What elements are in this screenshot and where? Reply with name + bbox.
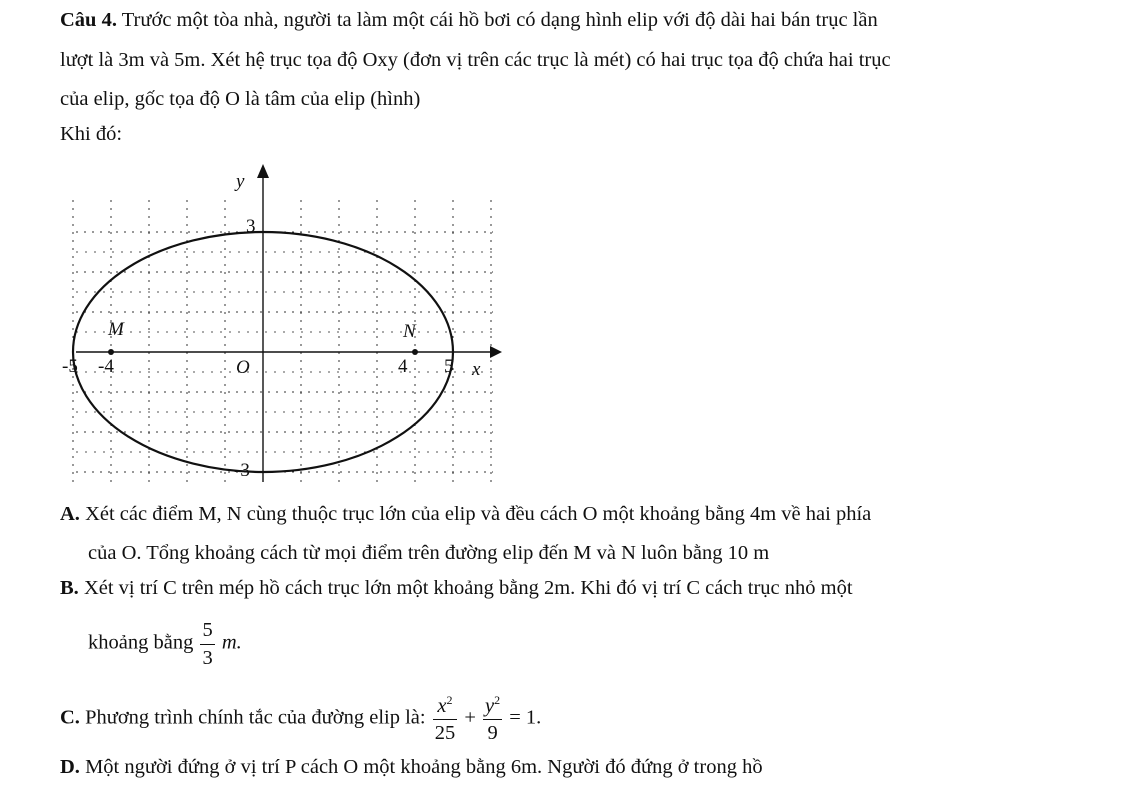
question-line-1: [60, 6, 878, 34]
question-label: Câu 4.: [60, 9, 117, 31]
option-a-label: A.: [60, 503, 80, 525]
option-c-var-x: x: [437, 694, 447, 717]
option-c-power-x: 2: [446, 693, 453, 707]
ellipse-figure: [58, 160, 508, 495]
option-c-plus: +: [464, 706, 476, 729]
option-b-line-2: [88, 620, 242, 668]
option-b-text-2: khoảng bằng: [88, 631, 194, 654]
option-b-line-1: [60, 574, 853, 602]
option-c-text: Phương trình chính tắc của đường elip là:: [85, 706, 426, 729]
option-b-text-1: Xét vị trí C trên mép hồ cách trục lớn một khoảng bằng 2m. Khi đó vị trí C cách trục nhỏ một: [83, 577, 853, 599]
question-text-1: Trước một tòa nhà, người ta làm một cái hồ bơi có dạng hình elip với độ dài hai bán trục lần: [121, 9, 878, 31]
point-n-label: N: [403, 321, 416, 342]
option-c-equals: = 1.: [509, 706, 542, 729]
option-d-text: Một người đứng ở vị trí P cách O một khoảng bằng 6m. Người đó đứng ở trong hồ: [85, 756, 763, 778]
option-a-line-2: của O. Tổng khoảng cách từ mọi điểm trên đường elip đến M và N luôn bằng 10 m: [88, 542, 770, 564]
option-b-unit: m.: [221, 631, 242, 654]
point-m-label: M: [108, 319, 124, 340]
option-b-frac-den: 3: [202, 646, 213, 669]
option-c-fraction-y: [483, 694, 502, 744]
tick-x-4: 4: [398, 356, 408, 377]
option-c-frac2-den: 9: [487, 722, 498, 745]
y-axis-arrow-icon: [257, 164, 269, 178]
option-d-line: [60, 753, 763, 781]
option-c-frac1-num: [433, 694, 458, 720]
point-m-dot: [108, 349, 114, 355]
y-axis-label: y: [236, 171, 245, 192]
x-axis-arrow-icon: [490, 346, 502, 358]
option-c-label: C.: [60, 706, 80, 729]
origin-label: O: [236, 357, 250, 378]
option-b-label: B.: [60, 577, 79, 599]
grid: [73, 200, 493, 495]
option-c-frac2-num: [483, 694, 502, 720]
option-a-text-1: Xét các điểm M, N cùng thuộc trục lớn của elip và đều cách O một khoảng bằng 4m về hai phía: [85, 503, 872, 525]
option-c-line: [60, 694, 541, 744]
question-line-2: lượt là 3m và 5m. Xét hệ trục tọa độ Oxy (đơn vị trên các trục là mét) có hai trục tọa độ chứa hai trục: [60, 49, 891, 71]
tick-y-neg3: -3: [234, 460, 250, 481]
option-c-fraction-x: [433, 694, 458, 744]
axes: [76, 164, 502, 482]
tick-x-5: 5: [444, 356, 454, 377]
option-a-line-1: [60, 500, 871, 528]
option-b-frac-num: 5: [200, 620, 214, 645]
option-b-fraction: [200, 620, 214, 668]
point-n-dot: [412, 349, 418, 355]
tick-y-3: 3: [246, 216, 256, 237]
question-line-4: Khi đó:: [60, 123, 123, 145]
x-axis-label: x: [472, 359, 481, 380]
option-c-power-y: 2: [494, 693, 501, 707]
question-line-3: của elip, gốc tọa độ O là tâm của elip (hình): [60, 88, 421, 110]
tick-x-neg5: -5: [62, 356, 78, 377]
option-c-frac1-den: 25: [434, 722, 456, 745]
option-c-var-y: y: [485, 694, 495, 717]
tick-x-neg4: -4: [98, 356, 114, 377]
option-d-label: D.: [60, 756, 80, 778]
